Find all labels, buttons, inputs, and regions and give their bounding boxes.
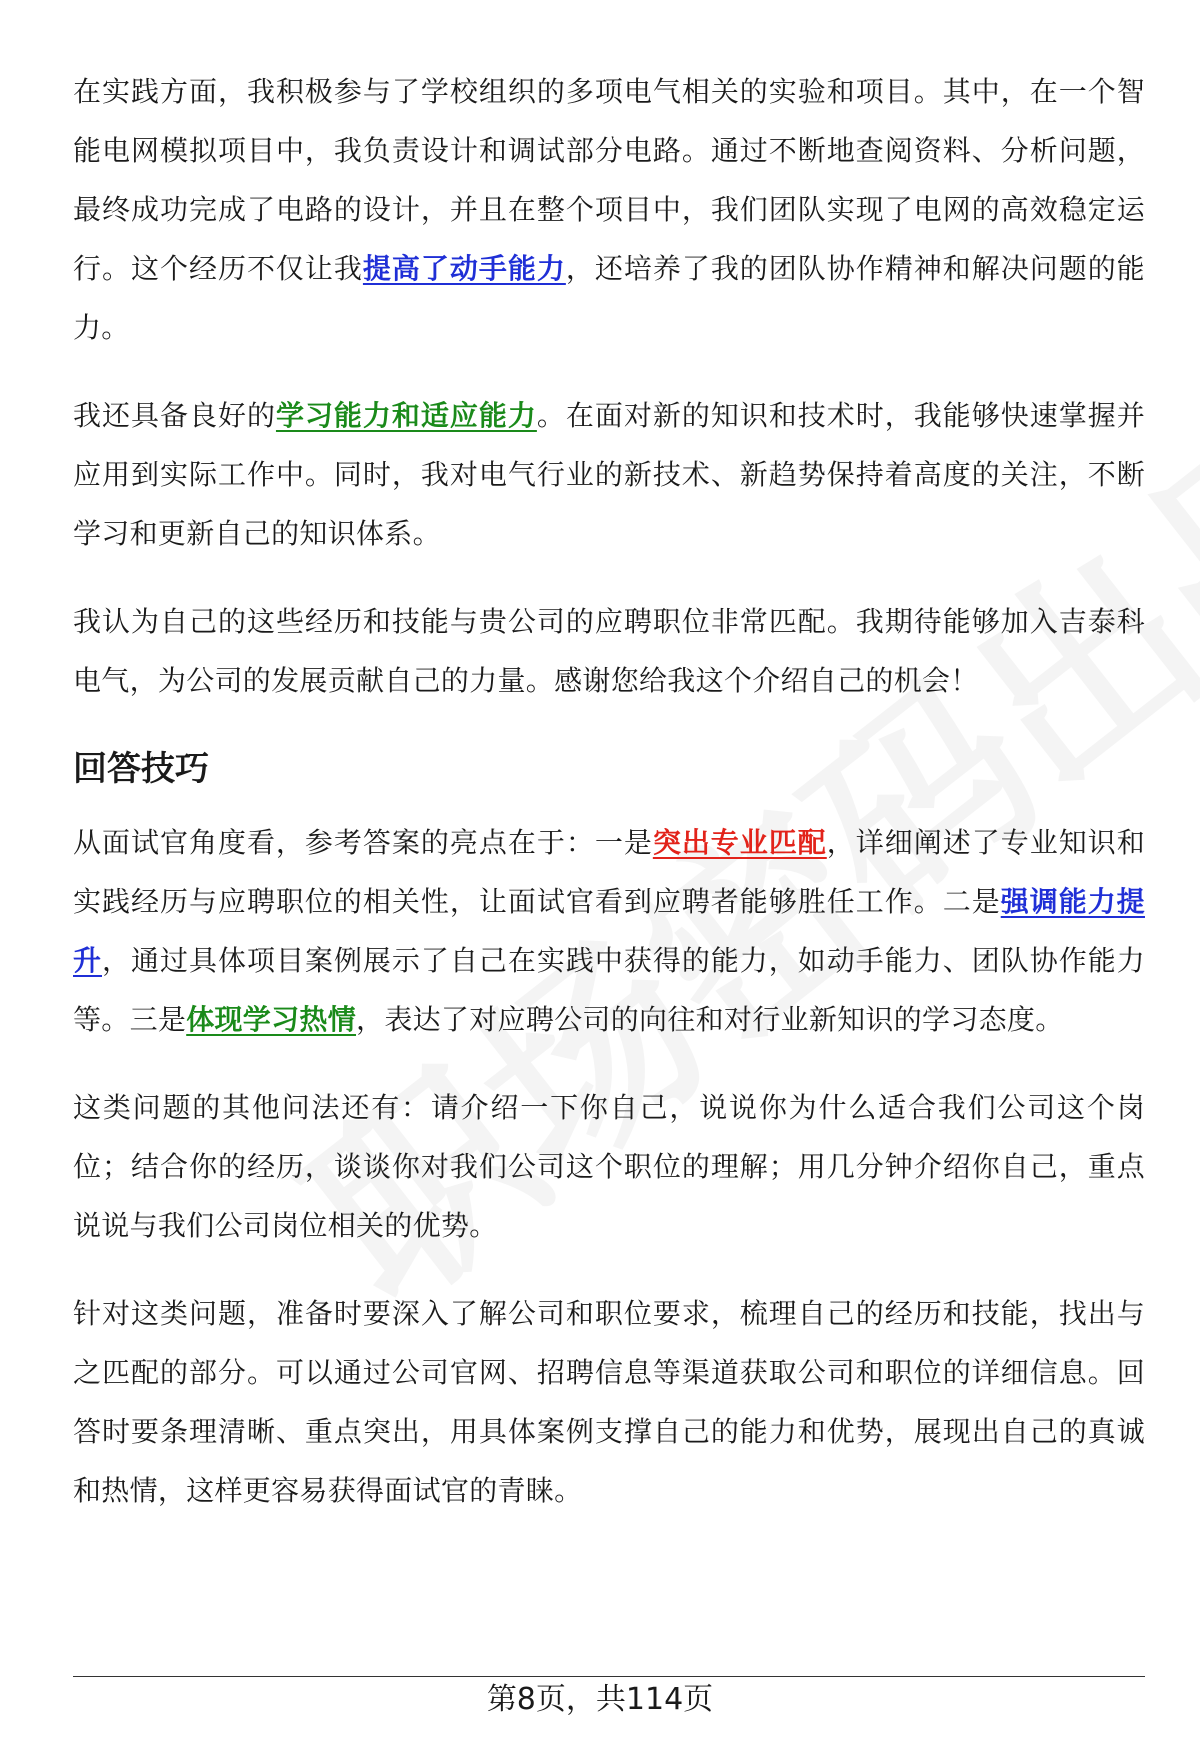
footer-divider [73,1676,1145,1677]
text-run: 。在面对新的知识和技术时，我能够快速掌握并应用到实际工作中。同时，我对电气行业的新技术、新趋势保持着高度的关注，不断学习和更新自己的知识体系。 [73,399,1145,550]
text-run: 我还具备良好的 [73,399,276,432]
text-run: 我认为自己的这些经历和技能与贵公司的应聘职位非常匹配。我期待能够加入吉泰科电气，为公司的发展贡献自己的力量。感谢您给我这个介绍自己的机会！ [73,605,1145,697]
paragraph [73,386,1145,563]
paragraph [73,1284,1145,1520]
text-run: ，表达了对应聘公司的向往和对行业新知识的学习态度。 [356,1003,1064,1036]
paragraphs-top [73,62,1145,710]
highlight-phrase: 突出专业匹配 [652,826,827,859]
highlight-phrase: 强调能力提升 [73,885,1145,977]
paragraph [73,813,1145,1049]
text-run: 这类问题的其他问法还有：请介绍一下你自己，说说你为什么适合我们公司这个岗位；结合你的经历，谈谈你对我们公司这个职位的理解；用几分钟介绍你自己，重点说说与我们公司岗位相关的优势。 [73,1091,1145,1242]
text-run: 在实践方面，我积极参与了学校组织的多项电气相关的实验和项目。其中，在一个智能电网模拟项目中，我负责设计和调试部分电路。通过不断地查阅资料、分析问题，最终成功完成了电路的设计，并且在整个项目中，我们团队实现了电网的高效稳定运行。这个经历不仅让我 [73,75,1145,285]
text-run: ，通过具体项目案例展示了自己在实践中获得的能力，如动手能力、团队协作能力等。三是 [73,944,1145,1036]
text-run: 从面试官角度看，参考答案的亮点在于：一是 [73,826,653,859]
paragraph [73,1078,1145,1255]
section-title: 回答技巧 [73,749,209,789]
paragraph [73,592,1145,710]
paragraph [73,62,1145,357]
highlight-phrase: 学习能力和适应能力 [275,399,537,432]
text-run: 针对这类问题，准备时要深入了解公司和职位要求，梳理自己的经历和技能，找出与之匹配的部分。可以通过公司官网、招聘信息等渠道获取公司和职位的详细信息。回答时要条理清晰、重点突出，用具体案例支撑自己的能力和优势，展现出自己的真诚和热情，这样更容易获得面试官的青睐。 [73,1297,1145,1507]
document-body [73,62,1145,1549]
page-number: 第8页，共114页 [486,1682,714,1717]
paragraphs-bottom [73,813,1145,1520]
highlight-phrase: 体现学习热情 [186,1003,357,1036]
text-run: ，还培养了我的团队协作精神和解决问题的能力。 [73,252,1145,344]
text-run: ，详细阐述了专业知识和实践经历与应聘职位的相关性，让面试官看到应聘者能够胜任工作。二是 [73,826,1145,918]
highlight-phrase: 提高了动手能力 [362,252,566,285]
